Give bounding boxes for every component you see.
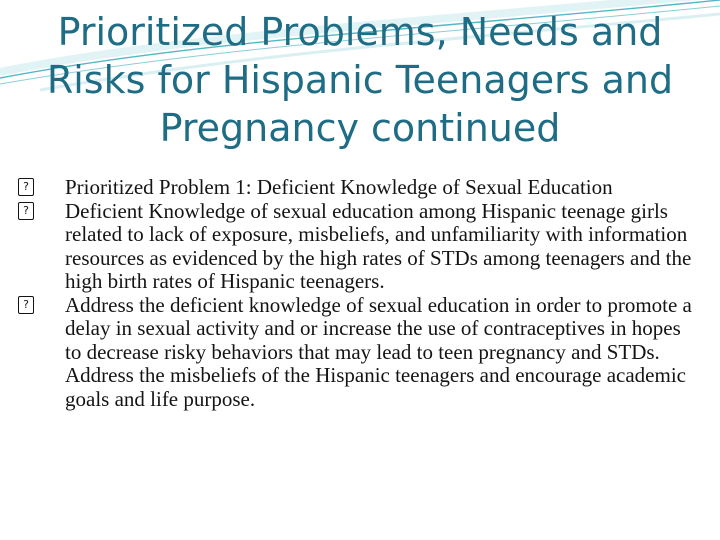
unknown-glyph-icon: ?: [18, 202, 34, 220]
bullet-item: [18, 294, 702, 412]
unknown-glyph-icon: ?: [18, 296, 34, 314]
bullet-list: [18, 176, 702, 411]
bullet-item: [18, 200, 702, 294]
bullet-text: Prioritized Problem 1: Deficient Knowledge of Sexual Education: [65, 175, 613, 199]
slide-title: Prioritized Problems, Needs and Risks for Hispanic Teenagers and Pregnancy continued: [46, 10, 674, 150]
bullet-item: [18, 176, 702, 200]
bullet-text: Address the deficient knowledge of sexual education in order to promote a delay in sexual activity and or increase the use of contraceptives in hopes to decrease risky behaviors that may lead to teen pregnancy and STDs. Address the misbeliefs of the Hispanic teenagers and encourage academic goals and life purpose.: [65, 292, 692, 411]
unknown-glyph-icon: ?: [18, 178, 34, 196]
bullet-text: Deficient Knowledge of sexual education among Hispanic teenage girls related to lack of exposure, misbeliefs, and unfamiliarity with information resources as evidenced by the high rates of STDs among teenagers and the high birth rates of Hispanic teenagers.: [65, 198, 692, 293]
